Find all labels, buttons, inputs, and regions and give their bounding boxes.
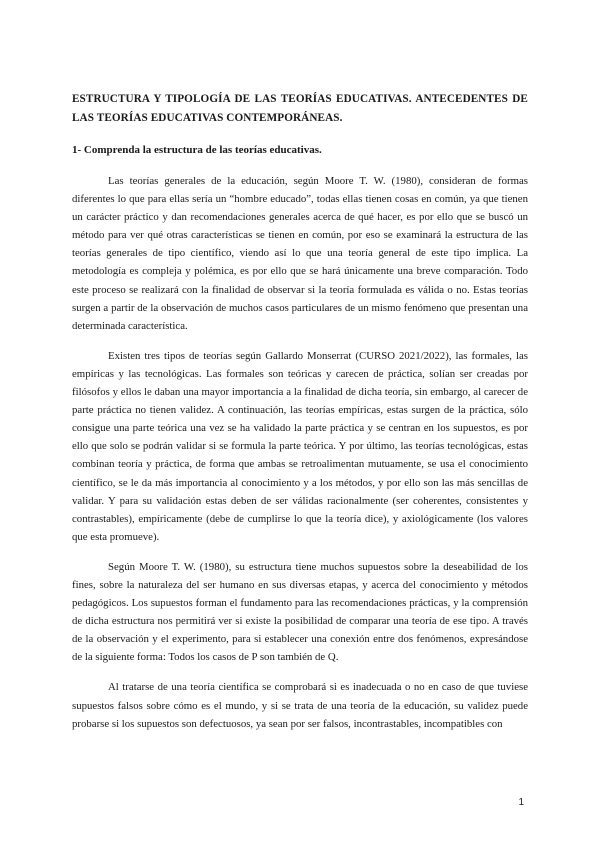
section-heading: 1- Comprenda la estructura de las teorías educativas. <box>72 144 322 156</box>
paragraph-1: Las teorías generales de la educación, según Moore T. W. (1980), consideran de formas diferentes lo que para ellas sería un “hombre educado”, todas ellas tienen cosas en común, ya que tienen un carácter práctico y dan recomendaciones generales acerca de qué hacer, es por ello que se buscó un método para ver qué otras características se tienen en común, por eso se examinará la estructura de las teorías generales de tipo científico, viendo así lo que una teoría general de este tipo implica. La metodología es compleja y polémica, es por ello que se hará únicamente una breve comparación. Todo este proceso se realizará con la finalidad de observar si la teoría formulada es válida o no. Estas teorías surgen a partir de la observación de muchos casos particulares de un mismo fenómeno que presentan una determinada característica. <box>72 175 528 332</box>
document-title: ESTRUCTURA Y TIPOLOGÍA DE LAS TEORÍAS EDUCATIVAS. ANTECEDENTES DE LAS TEORÍAS EDUCATIVAS CONTEMPORÁNEAS. <box>72 93 528 124</box>
page-number: 1 <box>518 797 524 808</box>
paragraph-2: Existen tres tipos de teorías según Gallardo Monserrat (CURSO 2021/2022), las formales, las empíricas y las tecnológicas. Las formales son teóricas y carecen de práctica, solían ser creadas por filósofos y ellos le daban una mayor importancia a la finalidad de dicha teoría, sin embargo, al carecer de parte práctica no tienen validez. A continuación, las teorías empíricas, estas surgen de la práctica, sólo consigue una parte teórica una vez se ha validado la parte práctica y se centran en los supuestos, es por ello que solo se podrán validar si se formula la parte teórica. Y por último, las teorías tecnológicas, estas combinan teoría y práctica, de forma que ambas se retroalimentan mutuamente, se usa el conocimiento científico, se le da más importancia al conocimiento y a los métodos, y por ello son las más sencillas de validar. Y para su validación estas deben de ser válidas racionalmente (ser coherentes, consistentes y contrastables), empíricamente (debe de cumplirse lo que la teoría dice), y axiológicamente (los valores que esta promueve). <box>72 349 528 543</box>
page-content <box>72 90 528 745</box>
paragraph-3: Según Moore T. W. (1980), su estructura tiene muchos supuestos sobre la deseabilidad de los fines, sobre la naturaleza del ser humano en sus diversas etapas, y acerca del conocimiento y métodos pedagógicos. Los supuestos forman el fundamento para las recomendaciones prácticas, y la comprensión de dicha estructura nos permitirá ver si existe la posibilidad de comparar una teoría de ese tipo. A través de la observación y el experimento, para si establecer una conexión entre dos fenómenos, expresándose de la siguiente forma: Todos los casos de P son también de Q. <box>72 560 528 664</box>
paragraph-4: Al tratarse de una teoría científica se comprobará si es inadecuada o no en caso de que tuviese supuestos falsos sobre cómo es el mundo, y si se trata de una teoría de la educación, su validez puede probarse si los supuestos son defectuosos, ya sean por ser falsos, incontrastables, incompatibles con <box>72 681 528 730</box>
